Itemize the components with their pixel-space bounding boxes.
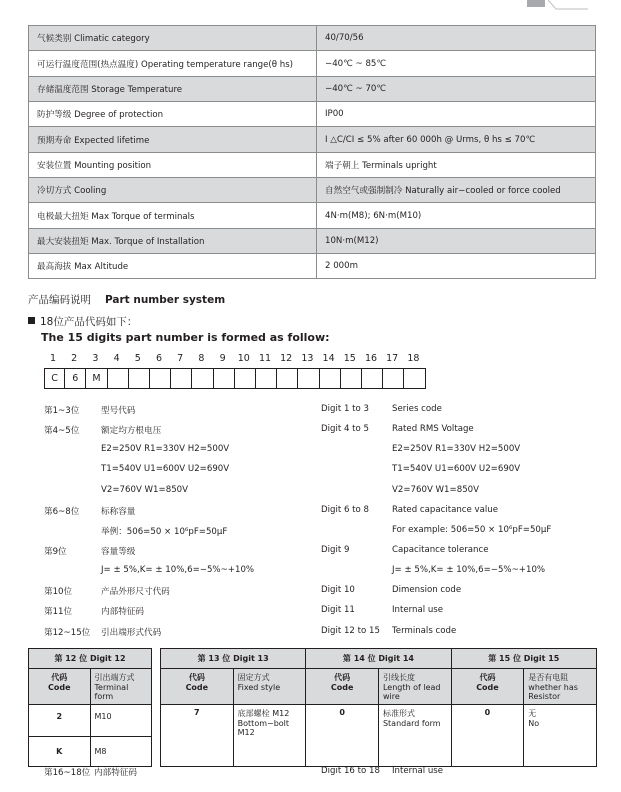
spec-row: [29, 203, 596, 228]
spec-value: −40℃ ~ 70℃: [317, 76, 596, 101]
digit-12-code-2: K: [29, 737, 91, 767]
digit-position-number: 3: [92, 353, 99, 364]
row-6-8-en-desc: Rated capacitance value: [392, 505, 499, 515]
digit-15-desc-1: 无 No: [524, 705, 597, 767]
heading-cn: 产品编码说明: [28, 294, 91, 306]
digit-position-number: 2: [71, 353, 78, 364]
digit-code-box: [171, 368, 192, 389]
spec-value: I △C/CI ≤ 5% after 60 000h @ Urms, θ hs ≤ 70℃: [317, 127, 596, 152]
row-16-18-cn-pos: 第16~18位: [44, 768, 91, 778]
row-16-18-en-desc: Internal use: [392, 766, 444, 776]
digit-15-code-1: 0: [451, 705, 524, 767]
row-10-en-pos: Digit 10: [321, 585, 355, 595]
row-1-3-cn-pos: 第1~3位: [44, 406, 80, 416]
digit-code-box: [362, 368, 383, 389]
digit-position-number: 5: [134, 353, 141, 364]
digit-position-number: 9: [219, 353, 226, 364]
digit-14-code-header: 代码 Code: [306, 669, 379, 705]
digit-12-header: 第 12 位 Digit 12: [29, 649, 152, 669]
spec-label: 最高海拔 Max Altitude: [29, 254, 317, 279]
row-6-8-en-pos: Digit 6 to 8: [321, 505, 369, 515]
digit-position-number: 6: [155, 353, 163, 364]
digit-code-box: [108, 368, 129, 389]
digit-position-number: 15: [343, 353, 356, 364]
spec-label: 防护等级 Degree of protection: [29, 102, 317, 127]
digit-code-box: [235, 368, 256, 389]
specification-table: [28, 25, 596, 279]
spec-label: 安装位置 Mounting position: [29, 152, 317, 177]
row-11-cn-pos: 第11位: [44, 607, 73, 617]
digit-position-number: 13: [301, 353, 314, 364]
digit-code-box: [214, 368, 235, 389]
spec-label: 气候类别 Climatic category: [29, 26, 317, 51]
digit-12-desc-1: M10: [90, 705, 152, 737]
digit-code-box: M: [86, 368, 107, 389]
tolerance-values-en: J= ± 5%,K= ± 10%,6=−5%~+10%: [392, 565, 546, 575]
corner-decoration-block: [527, 0, 545, 7]
spec-value: 4N·m(M8); 6N·m(M10): [317, 203, 596, 228]
digit-14-code-1: 0: [306, 705, 379, 767]
digit-code-box: [298, 368, 319, 389]
digit-13-desc-header: 固定方式 Fixed style: [233, 669, 306, 705]
digit-position-number: 10: [237, 353, 250, 364]
spec-value: 自然空气或强制制冷 Naturally air−cooled or force cooled: [317, 178, 596, 203]
spec-row: [29, 178, 596, 203]
digit-code-box: [129, 368, 150, 389]
digit-13-code-1: 7: [161, 705, 234, 767]
digit-15-code-header: 代码 Code: [451, 669, 524, 705]
capacitance-example-cn: 举例：506=50 × 10⁶pF=50μF: [101, 527, 228, 537]
digit-13-15-table: [160, 648, 597, 767]
row-4-5-en-desc: Rated RMS Voltage: [392, 424, 474, 434]
row-9-en-pos: Digit 9: [321, 545, 350, 555]
row-4-5-en-pos: Digit 4 to 5: [321, 424, 369, 434]
row-10-cn-pos: 第10位: [44, 587, 73, 597]
voltage-line-2-en: T1=540V U1=600V U2=690V: [392, 464, 521, 474]
spec-label: 最大安装扭矩 Max. Torque of Installation: [29, 228, 317, 253]
spec-label: 可运行温度范围(热点温度) Operating temperature range(θ hs): [29, 51, 317, 76]
row-4-5-cn-pos: 第4~5位: [44, 426, 80, 436]
digit-12-code-header: 代码 Code: [29, 669, 91, 705]
spec-label: 电极最大扭矩 Max Torque of terminals: [29, 203, 317, 228]
spec-row: [29, 152, 596, 177]
row-9-en-desc: Capacitance tolerance: [392, 545, 489, 555]
digit-13-header: 第 13 位 Digit 13: [161, 649, 306, 669]
spec-label: 冷切方式 Cooling: [29, 178, 317, 203]
spec-row: [29, 26, 596, 51]
spec-row: [29, 127, 596, 152]
row-12-15-en-desc: Terminals code: [392, 626, 457, 636]
digit-position-number: 18: [407, 353, 420, 364]
row-16-18-en-pos: Digit 16 to 18: [321, 766, 380, 776]
row-9-cn-desc: 容量等级: [101, 547, 136, 557]
digit-position-number: 14: [322, 353, 335, 364]
capacitance-example-en: For example: 506=50 × 10⁶pF=50μF: [392, 525, 552, 535]
digit-code-box: 6: [65, 368, 86, 389]
voltage-line-3-cn: V2=760V W1=850V: [101, 485, 189, 495]
digit-14-desc-header: 引线长度 Length of lead wire: [378, 669, 451, 705]
tolerance-values-cn: J= ± 5%,K= ± 10%,6=−5%~+10%: [101, 565, 255, 575]
digit-14-header: 第 14 位 Digit 14: [306, 649, 451, 669]
row-16-18-cn-desc: 内部特征码: [94, 768, 137, 778]
digit-code-box: C: [44, 368, 65, 389]
row-6-8-cn-desc: 标称容量: [101, 507, 136, 517]
digit-15-desc-header: 是否有电阻 whether has Resistor: [524, 669, 597, 705]
row-1-3-en-pos: Digit 1 to 3: [321, 404, 369, 414]
digit-code-box: [256, 368, 277, 389]
corner-decoration-fold: [548, 0, 588, 10]
voltage-line-3-en: V2=760V W1=850V: [392, 485, 480, 495]
spec-label: 存储温度范围 Storage Temperature: [29, 76, 317, 101]
row-11-cn-desc: 内部特征码: [101, 607, 144, 617]
digit-position-number: 17: [386, 353, 399, 364]
heading-en: Part number system: [105, 294, 226, 306]
spec-value: 2 000m: [317, 254, 596, 279]
digit-12-desc-header: 引出端方式 Terminal form: [90, 669, 152, 705]
digit-position-number: 11: [258, 353, 272, 364]
part-number-heading: [28, 292, 225, 307]
row-1-3-en-desc: Series code: [392, 404, 442, 414]
digit-code-box: [320, 368, 341, 389]
spec-value: 10N·m(M12): [317, 228, 596, 253]
spec-row: [29, 51, 596, 76]
digit-position-number: 16: [364, 353, 378, 364]
voltage-line-2-cn: T1=540V U1=600V U2=690V: [101, 464, 230, 474]
row-11-en-pos: Digit 11: [321, 605, 355, 615]
row-12-15-en-pos: Digit 12 to 15: [321, 626, 380, 636]
digits-format-title: The 15 digits part number is formed as follow:: [41, 331, 330, 344]
row-9-cn-pos: 第9位: [44, 547, 67, 557]
digit-position-number: 1: [49, 353, 57, 364]
digit-code-box: [341, 368, 362, 389]
row-10-cn-desc: 产品外形尺寸代码: [101, 587, 170, 597]
spec-value: 端子朝上 Terminals upright: [317, 152, 596, 177]
bullet-title: 18位产品代码如下：: [40, 316, 138, 328]
digit-code-box: [192, 368, 213, 389]
spec-row: [29, 228, 596, 253]
row-4-5-cn-desc: 额定均方根电压: [101, 426, 162, 436]
digit-code-box: [277, 368, 298, 389]
digit-position-number: 8: [198, 353, 205, 364]
digit-position-number: 12: [280, 353, 293, 364]
voltage-line-1-cn: E2=250V R1=330V H2=500V: [101, 444, 230, 454]
row-10-en-desc: Dimension code: [392, 585, 462, 595]
digit-13-desc-1: 底部螺栓 M12 Bottom−bolt M12: [233, 705, 306, 767]
digit-12-code-1: 2: [29, 705, 91, 737]
digit-code-box: [150, 368, 171, 389]
bullet-square-icon: [28, 317, 35, 324]
spec-value: IP00: [317, 102, 596, 127]
row-1-3-cn-desc: 型号代码: [101, 406, 136, 416]
spec-row: [29, 102, 596, 127]
digit-code-box: [383, 368, 404, 389]
digit-14-desc-1: 标准形式 Standard form: [378, 705, 451, 767]
spec-row: [29, 76, 596, 101]
spec-value: −40℃ ~ 85℃: [317, 51, 596, 76]
digit-12-table: [28, 648, 152, 767]
row-6-8-cn-pos: 第6~8位: [44, 507, 80, 517]
digit-15-header: 第 15 位 Digit 15: [451, 649, 596, 669]
bullet-heading: [28, 314, 137, 329]
spec-value: 40/70/56: [317, 26, 596, 51]
row-11-en-desc: Internal use: [392, 605, 444, 615]
row-12-15-cn-pos: 第12~15位: [44, 628, 91, 638]
row-12-15-cn-desc: 引出端形式代码: [101, 628, 162, 638]
digit-12-desc-2: M8: [90, 737, 152, 767]
digit-13-code-header: 代码 Code: [161, 669, 234, 705]
voltage-line-1-en: E2=250V R1=330V H2=500V: [392, 444, 521, 454]
spec-row: [29, 254, 596, 279]
digit-position-number: 4: [113, 353, 120, 364]
digit-position-number: 7: [177, 353, 184, 364]
spec-label: 预期寿命 Expected lifetime: [29, 127, 317, 152]
digit-code-box: [404, 368, 425, 389]
